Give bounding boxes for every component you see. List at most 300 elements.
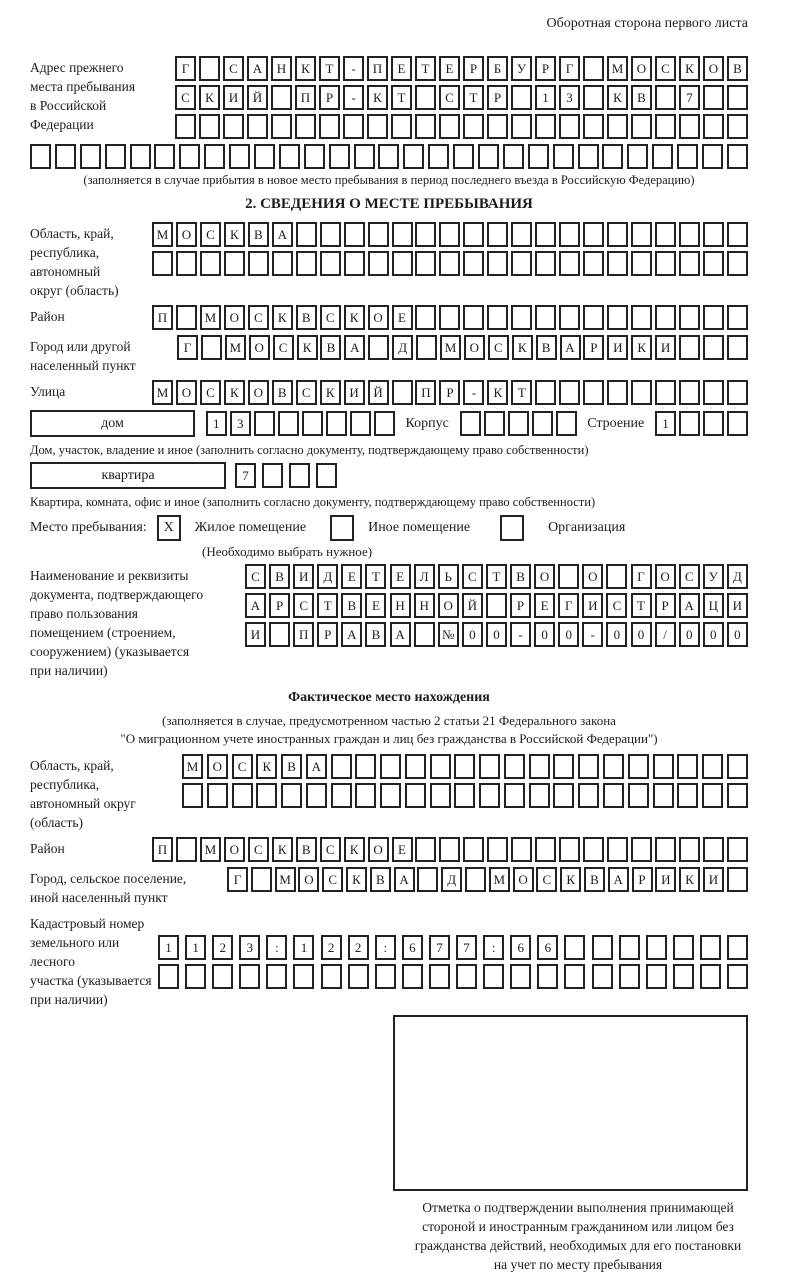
option-organization-label: Организация: [548, 520, 626, 535]
char-box: С: [200, 380, 221, 405]
char-box: [559, 222, 580, 247]
char-box: Т: [486, 564, 507, 589]
char-box: Е: [392, 305, 413, 330]
char-box: Ь: [438, 564, 459, 589]
char-box: О: [248, 380, 269, 405]
char-box: [289, 463, 310, 488]
char-box: [583, 222, 604, 247]
char-box: В: [370, 867, 391, 892]
char-box: -: [463, 380, 484, 405]
char-box: [535, 837, 556, 862]
char-box: [702, 144, 723, 169]
char-box: [343, 114, 364, 139]
char-box: [727, 380, 748, 405]
char-box: К: [344, 305, 365, 330]
actual-location-note: (заполняется в случае, предусмотренном частью 2 статьи 21 Федерального закона "О миграционном учете иностранных граждан и лиц без гражданства в Российской Федерации"): [120, 713, 658, 746]
char-box: [416, 335, 437, 360]
char-box: О: [631, 56, 652, 81]
char-box: М: [225, 335, 246, 360]
field-region: [30, 222, 748, 300]
char-box: 7: [429, 935, 450, 960]
char-box: Т: [511, 380, 532, 405]
char-box: С: [679, 564, 700, 589]
char-box: [487, 305, 508, 330]
char-box: А: [390, 622, 411, 647]
char-box: [232, 783, 253, 808]
char-box: [559, 114, 580, 139]
field-region-actual: [30, 754, 748, 832]
char-box: [559, 380, 580, 405]
char-box: А: [306, 754, 327, 779]
char-box: [204, 144, 225, 169]
char-box: [679, 251, 700, 276]
char-box: О: [655, 564, 676, 589]
char-box: К: [224, 380, 245, 405]
char-box: Т: [391, 85, 412, 110]
char-box: С: [248, 837, 269, 862]
char-box: Р: [439, 380, 460, 405]
char-box: У: [511, 56, 532, 81]
option-residential-label: Жилое помещение: [194, 520, 307, 535]
char-box: С: [200, 222, 221, 247]
char-box: Т: [463, 85, 484, 110]
char-box: [631, 114, 652, 139]
city-actual-boxes: [227, 867, 748, 907]
char-box: М: [275, 867, 296, 892]
char-box-row: [175, 85, 748, 110]
char-box: А: [608, 867, 629, 892]
char-box: 7: [456, 935, 477, 960]
char-box: [271, 114, 292, 139]
stay-type-label: Место пребывания:: [30, 520, 147, 535]
char-box: 2: [321, 935, 342, 960]
char-box: [511, 114, 532, 139]
char-box: [703, 305, 724, 330]
apartment-type-box: квартира: [30, 462, 226, 489]
char-box: [256, 783, 277, 808]
char-box: Е: [534, 593, 555, 618]
char-box: С: [320, 837, 341, 862]
char-box: П: [152, 305, 173, 330]
char-box: [224, 251, 245, 276]
char-box: [535, 380, 556, 405]
char-box: О: [368, 305, 389, 330]
char-box: 1: [535, 85, 556, 110]
char-box-row: [227, 867, 748, 892]
char-box-row-full-width: [30, 144, 748, 169]
char-box-row: [245, 593, 748, 618]
char-box: [293, 964, 314, 989]
field-right-document: [30, 564, 748, 680]
korpus-label: Корпус: [405, 415, 449, 431]
char-box: 1: [206, 411, 227, 436]
char-box: В: [296, 837, 317, 862]
char-box: -: [510, 622, 531, 647]
char-box: [55, 144, 76, 169]
char-box: Н: [414, 593, 435, 618]
char-box: [679, 305, 700, 330]
char-box: М: [489, 867, 510, 892]
char-box: [679, 411, 700, 436]
char-box: [417, 867, 438, 892]
char-box: А: [245, 593, 266, 618]
char-box: [655, 305, 676, 330]
char-box: 6: [510, 935, 531, 960]
char-box: Г: [227, 867, 248, 892]
char-box: [304, 144, 325, 169]
char-box-row: [152, 251, 748, 276]
checkbox-other-premises: [330, 515, 354, 541]
char-box: [367, 114, 388, 139]
char-box: 3: [559, 85, 580, 110]
char-box: [374, 411, 395, 436]
field-district: [30, 305, 748, 330]
char-box: [607, 114, 628, 139]
city-label: Город или другой населенный пункт: [30, 339, 136, 373]
char-box: Р: [487, 85, 508, 110]
char-box: [454, 754, 475, 779]
section2-title: 2. СВЕДЕНИЯ О МЕСТЕ ПРЕБЫВАНИЯ: [245, 196, 533, 212]
char-box: [368, 222, 389, 247]
char-box: 6: [402, 935, 423, 960]
char-box: О: [368, 837, 389, 862]
char-box: У: [703, 564, 724, 589]
region-label: Область, край, республика, автономный округ (область): [30, 226, 119, 298]
char-box: [631, 380, 652, 405]
char-box: К: [679, 867, 700, 892]
field-district-actual: [30, 837, 748, 862]
char-box: [607, 222, 628, 247]
char-box: [607, 837, 628, 862]
char-box: К: [487, 380, 508, 405]
char-box: [508, 411, 529, 436]
char-box: [727, 144, 748, 169]
char-box: К: [344, 837, 365, 862]
char-box: [354, 144, 375, 169]
char-box: [456, 964, 477, 989]
char-box: Т: [631, 593, 652, 618]
char-box: [727, 935, 748, 960]
char-box: №: [438, 622, 459, 647]
char-box: Г: [559, 56, 580, 81]
char-box: [200, 251, 221, 276]
char-box: Л: [414, 564, 435, 589]
char-box: [727, 85, 748, 110]
stay-type-note: (Необходимо выбрать нужное): [202, 544, 373, 559]
char-box: -: [582, 622, 603, 647]
char-box: [321, 964, 342, 989]
char-box: [414, 622, 435, 647]
field-street: [30, 380, 748, 405]
char-box: [344, 251, 365, 276]
char-box: [677, 754, 698, 779]
char-box: [537, 964, 558, 989]
char-box: [653, 783, 674, 808]
char-box: Г: [631, 564, 652, 589]
char-box: [655, 222, 676, 247]
char-box: [631, 251, 652, 276]
char-box: [199, 56, 220, 81]
header-note: Оборотная сторона первого листа: [546, 16, 748, 31]
char-box: К: [320, 380, 341, 405]
char-box: [511, 305, 532, 330]
char-box-row: [175, 56, 748, 81]
char-box: [223, 114, 244, 139]
char-box: С: [293, 593, 314, 618]
char-box: С: [232, 754, 253, 779]
char-box: [564, 964, 585, 989]
char-box: В: [320, 335, 341, 360]
char-box: [320, 222, 341, 247]
char-box-group: [460, 411, 577, 436]
char-box: [628, 783, 649, 808]
char-box: [511, 251, 532, 276]
char-box: [583, 305, 604, 330]
char-box: [592, 935, 613, 960]
char-box: К: [346, 867, 367, 892]
char-box: П: [415, 380, 436, 405]
street-boxes: [152, 380, 748, 405]
char-box: И: [607, 335, 628, 360]
char-box: С: [245, 564, 266, 589]
char-box: [628, 754, 649, 779]
char-box: [727, 964, 748, 989]
char-box: :: [266, 935, 287, 960]
previous-address-label: Адрес прежнего места пребывания в Российской Федерации: [30, 60, 136, 132]
char-box: [703, 411, 724, 436]
char-box: О: [224, 837, 245, 862]
char-box: [487, 837, 508, 862]
char-box: [344, 222, 365, 247]
char-box: Р: [463, 56, 484, 81]
char-box: [272, 251, 293, 276]
char-box: [487, 222, 508, 247]
char-box: 2: [348, 935, 369, 960]
char-box: [702, 754, 723, 779]
char-box: [535, 305, 556, 330]
char-box: [154, 144, 175, 169]
char-box: [478, 144, 499, 169]
char-box: [201, 335, 222, 360]
char-box: [583, 85, 604, 110]
char-box: К: [367, 85, 388, 110]
char-box: И: [727, 593, 748, 618]
char-box: [329, 144, 350, 169]
char-box: Р: [269, 593, 290, 618]
char-box: [295, 114, 316, 139]
char-box: [182, 783, 203, 808]
char-box: [350, 411, 371, 436]
char-box-row: [152, 380, 748, 405]
char-box: С: [248, 305, 269, 330]
char-box: [392, 251, 413, 276]
char-box: [199, 114, 220, 139]
char-box: Т: [365, 564, 386, 589]
district-boxes: [152, 305, 748, 330]
char-box: [673, 935, 694, 960]
char-box: [607, 305, 628, 330]
char-box: Е: [390, 564, 411, 589]
char-box: [655, 837, 676, 862]
char-box: [392, 222, 413, 247]
char-box: 7: [679, 85, 700, 110]
char-box: [391, 114, 412, 139]
char-box: [592, 964, 613, 989]
city-boxes: [177, 335, 748, 375]
char-box: Т: [319, 56, 340, 81]
char-box: [439, 251, 460, 276]
char-box: [176, 305, 197, 330]
char-box: [415, 85, 436, 110]
char-box: [559, 251, 580, 276]
house-type-box: дом: [30, 410, 195, 437]
char-box: П: [293, 622, 314, 647]
char-box: [646, 935, 667, 960]
char-box: П: [295, 85, 316, 110]
char-box: О: [207, 754, 228, 779]
char-box: [727, 222, 748, 247]
cadastre-boxes: [158, 912, 748, 1009]
char-box: 0: [631, 622, 652, 647]
char-box: 3: [230, 411, 251, 436]
char-box: [403, 144, 424, 169]
char-box: [679, 335, 700, 360]
char-box: [326, 411, 347, 436]
char-box: [677, 144, 698, 169]
char-box: Р: [317, 622, 338, 647]
char-box-group: [655, 411, 748, 436]
char-box: Р: [535, 56, 556, 81]
char-box-row: [245, 564, 748, 589]
char-box: О: [703, 56, 724, 81]
stamp-caption: Отметка о подтверждении выполнения принимающей стороной и иностранным гражданином или лицом без гражданства действий, необходимых для его постановки на учет по месту пребывания: [414, 1200, 742, 1272]
char-box: К: [512, 335, 533, 360]
char-box: [460, 411, 481, 436]
char-box: [727, 251, 748, 276]
char-box: [655, 380, 676, 405]
char-box: А: [344, 335, 365, 360]
char-box: [535, 222, 556, 247]
char-box: [30, 144, 51, 169]
char-box: [355, 783, 376, 808]
char-box: В: [536, 335, 557, 360]
char-box-row: [182, 754, 748, 779]
char-box: [511, 837, 532, 862]
char-box: В: [510, 564, 531, 589]
char-box: О: [224, 305, 245, 330]
char-box: С: [223, 56, 244, 81]
char-box: 0: [606, 622, 627, 647]
field-cadastre: [30, 912, 748, 1009]
char-box: К: [631, 335, 652, 360]
char-box: О: [176, 222, 197, 247]
char-box: С: [536, 867, 557, 892]
char-box: [529, 754, 550, 779]
checkbox-residential: X: [157, 515, 181, 541]
char-box: [415, 837, 436, 862]
char-box: /: [655, 622, 676, 647]
char-box: [700, 964, 721, 989]
char-box: [702, 783, 723, 808]
char-box: [487, 114, 508, 139]
char-box: О: [582, 564, 603, 589]
house-note: Дом, участок, владение и иное (заполнить согласно документу, подтверждающему право собственности): [30, 443, 589, 457]
region-actual-label: Область, край, республика, автономный округ (область): [30, 758, 136, 830]
char-box: Г: [175, 56, 196, 81]
char-box: 2: [212, 935, 233, 960]
char-box: [212, 964, 233, 989]
char-box: [602, 144, 623, 169]
char-box: [583, 114, 604, 139]
char-box: [607, 251, 628, 276]
char-box: [402, 964, 423, 989]
char-box: [556, 411, 577, 436]
char-box: К: [607, 85, 628, 110]
char-box: :: [483, 935, 504, 960]
char-box: [483, 964, 504, 989]
char-box: [176, 837, 197, 862]
char-box: [380, 783, 401, 808]
char-box: [607, 380, 628, 405]
char-box: В: [281, 754, 302, 779]
street-label: Улица: [30, 384, 66, 399]
char-box: [510, 964, 531, 989]
char-box: [248, 251, 269, 276]
char-box: Р: [655, 593, 676, 618]
char-box: [583, 251, 604, 276]
char-box: [679, 837, 700, 862]
char-box: [465, 867, 486, 892]
apartment-note: Квартира, комната, офис и иное (заполнить согласно документу, подтверждающему право собственности): [30, 495, 596, 509]
char-box: [392, 380, 413, 405]
char-box: [176, 251, 197, 276]
char-box: [727, 783, 748, 808]
char-box: С: [655, 56, 676, 81]
char-box: В: [631, 85, 652, 110]
char-box: -: [343, 56, 364, 81]
char-box: [271, 85, 292, 110]
char-box: [619, 964, 640, 989]
char-box: [179, 144, 200, 169]
char-box: [486, 593, 507, 618]
char-box-row: [158, 964, 748, 989]
char-box: Н: [390, 593, 411, 618]
char-box: [631, 837, 652, 862]
char-box: [331, 754, 352, 779]
char-box: К: [224, 222, 245, 247]
char-box: Т: [317, 593, 338, 618]
char-box: [453, 144, 474, 169]
char-box: [439, 837, 460, 862]
char-box: О: [298, 867, 319, 892]
char-box: [727, 867, 748, 892]
char-box: 0: [727, 622, 748, 647]
char-box: 0: [486, 622, 507, 647]
actual-location-title: Фактическое место нахождения: [288, 690, 490, 705]
char-box: Д: [727, 564, 748, 589]
char-box: [603, 754, 624, 779]
option-other-premises-label: Иное помещение: [368, 520, 471, 535]
char-box: [553, 754, 574, 779]
char-box: Р: [510, 593, 531, 618]
char-box: О: [464, 335, 485, 360]
char-box: Д: [317, 564, 338, 589]
char-box: [463, 222, 484, 247]
char-box: А: [679, 593, 700, 618]
char-box: [105, 144, 126, 169]
char-box: [262, 463, 283, 488]
char-box: К: [256, 754, 277, 779]
